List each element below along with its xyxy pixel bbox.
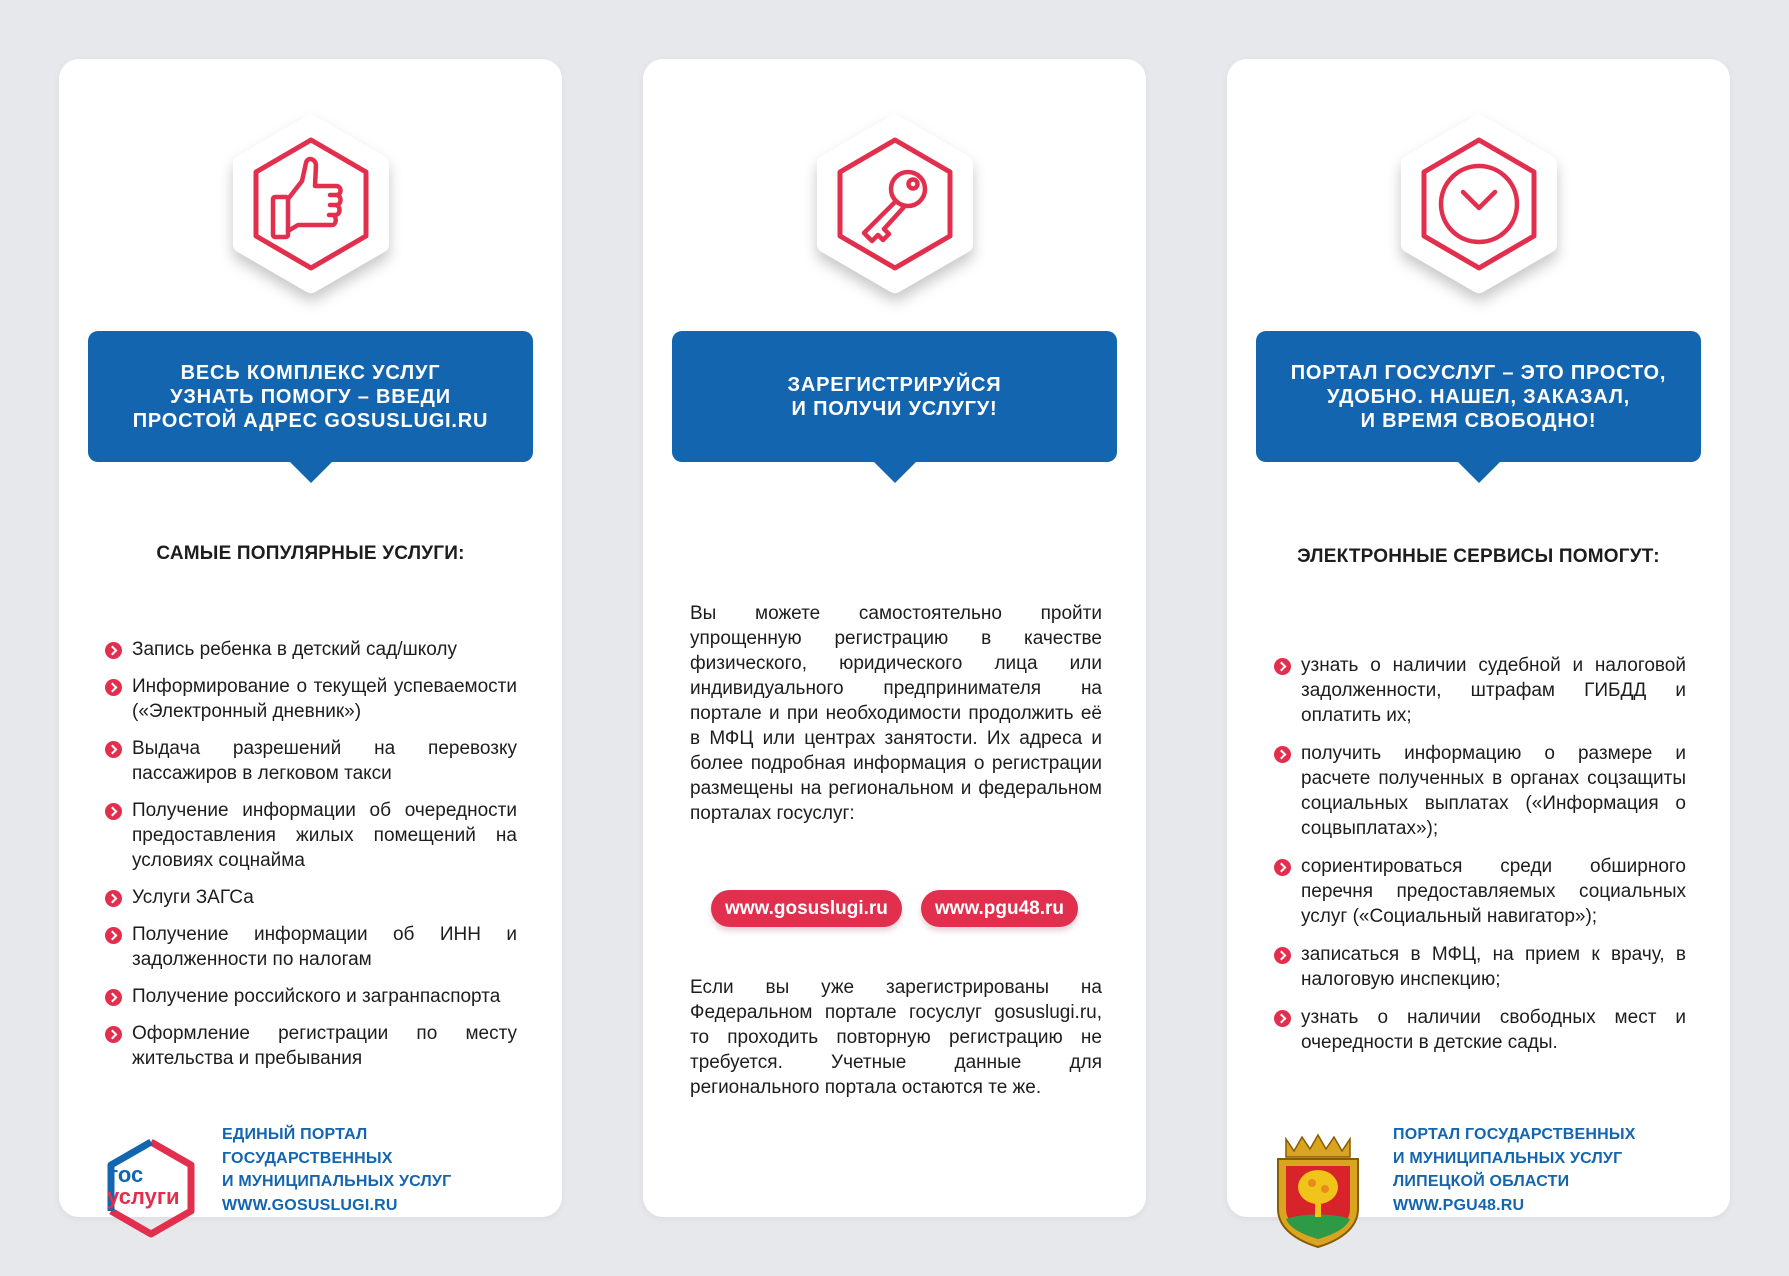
footer-line: И МУНИЦИПАЛЬНЫХ УСЛУГ xyxy=(1393,1149,1623,1167)
section-title: САМЫЕ ПОПУЛЯРНЫЕ УСЛУГИ: xyxy=(156,543,465,564)
already-registered-paragraph: Если вы уже зарегистрированы на Федеральном портале госуслуг gosuslugi.ru, то проходить повторную регистрацию не требуется. Учетные данные для регионального портала остаются те же. xyxy=(690,977,1102,1098)
banner-line: ПОРТАЛ ГОСУСЛУГ – ЭТО ПРОСТО, xyxy=(1290,361,1667,384)
list-item xyxy=(1274,741,1686,841)
list-item-text: получить информацию о размере и расчете полученных в органах соцзащиты социальных выплатах («Информация о соцвыплатах»); xyxy=(1301,743,1686,839)
key-icon xyxy=(810,119,980,289)
list-item xyxy=(1274,854,1686,929)
list-item xyxy=(105,885,517,910)
panel-registration xyxy=(643,59,1146,1217)
list-item-text: Получение российского и загранпаспорта xyxy=(132,986,501,1007)
services-list xyxy=(105,637,517,1083)
banner-line: ПРОСТОЙ АДРЕС GOSUSLUGI.RU xyxy=(132,409,489,432)
footer-url: WWW.GOSUSLUGI.RU xyxy=(222,1196,398,1214)
gosuslugi-link[interactable]: www.gosuslugi.ru xyxy=(711,890,902,927)
footer-line: ГОСУДАРСТВЕННЫХ xyxy=(222,1149,393,1167)
logo-text-gos: гос xyxy=(109,1162,144,1187)
banner-line: УЗНАТЬ ПОМОГУ – ВВЕДИ xyxy=(170,385,451,408)
list-item-text: записаться в МФЦ, на прием к врачу, в налоговую инспекцию; xyxy=(1301,944,1686,990)
footer-line: И МУНИЦИПАЛЬНЫХ УСЛУГ xyxy=(222,1173,452,1190)
list-item-text: сориентироваться среди обширного перечня предоставляемых социальных услуг («Социальный навигатор»); xyxy=(1301,856,1686,927)
banner-line: И ПОЛУЧИ УСЛУГУ! xyxy=(791,397,998,420)
thumbs-up-badge xyxy=(59,119,562,289)
banner-line: УДОБНО. НАШЕЛ, ЗАКАЗАЛ, xyxy=(1326,385,1631,408)
list-item-text: узнать о наличии судебной и налоговой задолженности, штрафам ГИБДД и оплатить их; xyxy=(1301,655,1686,726)
chevron-right-bullet-icon xyxy=(1274,859,1291,876)
banner-line: ВЕСЬ КОМПЛЕКС УСЛУГ xyxy=(180,361,441,384)
chevron-right-bullet-icon xyxy=(105,890,122,907)
clock-icon xyxy=(1394,119,1564,289)
footer-line: ПОРТАЛ ГОСУДАРСТВЕННЫХ xyxy=(1393,1126,1636,1143)
footer-line: ЛИПЕЦКОЙ ОБЛАСТИ xyxy=(1393,1173,1570,1190)
list-item xyxy=(105,674,517,724)
portal-links xyxy=(643,890,1146,927)
chevron-right-bullet-icon xyxy=(105,741,122,758)
list-item xyxy=(105,922,517,972)
gosuslugi-logo xyxy=(103,1138,199,1238)
chevron-right-bullet-icon xyxy=(105,989,122,1006)
panel-electronic-services xyxy=(1227,59,1730,1217)
chevron-right-bullet-icon xyxy=(105,679,122,696)
section-title: ЭЛЕКТРОННЫЕ СЕРВИСЫ ПОМОГУТ: xyxy=(1297,546,1660,567)
footer-url: WWW.PGU48.RU xyxy=(1393,1196,1525,1214)
banner-message xyxy=(1256,331,1701,462)
chevron-right-bullet-icon xyxy=(1274,947,1291,964)
list-item xyxy=(105,736,517,786)
list-item xyxy=(1274,1005,1686,1055)
banner-message xyxy=(672,331,1117,462)
panel-popular-services xyxy=(59,59,562,1217)
list-item xyxy=(1274,653,1686,728)
list-item-text: Информирование о текущей успеваемости («Электронный дневник») xyxy=(132,676,517,722)
key-badge xyxy=(643,119,1146,289)
thumbs-up-icon xyxy=(226,119,396,289)
chevron-right-bullet-icon xyxy=(1274,1010,1291,1027)
footer-gosuslugi xyxy=(59,1088,562,1214)
list-item xyxy=(1274,942,1686,992)
footer-line: ЕДИНЫЙ ПОРТАЛ xyxy=(222,1126,368,1143)
logo-text-uslugi: услуги xyxy=(107,1184,180,1209)
pgu48-link[interactable]: www.pgu48.ru xyxy=(921,890,1078,927)
electronic-services-list xyxy=(1274,653,1686,1068)
chevron-right-bullet-icon xyxy=(1274,658,1291,675)
list-item-text: узнать о наличии свободных мест и очередности в детские сады. xyxy=(1301,1007,1686,1053)
registration-info-paragraph: Вы можете самостоятельно пройти упрощенную регистрацию в качестве физического, юридического лица или индивидуального предпринимателя на портале и при необходимости продолжить её в МФЦ или центрах занятости. Их адреса и более подробная информация о регистрации размещены на региональном и федеральном порталах госуслуг: xyxy=(690,603,1102,824)
chevron-right-bullet-icon xyxy=(1274,746,1291,763)
banner-line: ЗАРЕГИСТРИРУЙСЯ xyxy=(787,373,1002,396)
list-item-text: Оформление регистрации по месту жительства и пребывания xyxy=(132,1023,517,1069)
clock-badge xyxy=(1227,119,1730,289)
chevron-right-bullet-icon xyxy=(105,803,122,820)
chevron-right-bullet-icon xyxy=(105,927,122,944)
list-item-text: Услуги ЗАГСа xyxy=(132,887,254,908)
list-item-text: Получение информации об ИНН и задолженности по налогам xyxy=(132,924,517,970)
list-item-text: Получение информации об очередности предоставления жилых помещений на условиях соцнайма xyxy=(132,800,517,871)
banner-message xyxy=(88,331,533,462)
banner-line: И ВРЕМЯ СВОБОДНО! xyxy=(1360,409,1597,432)
chevron-right-bullet-icon xyxy=(105,1026,122,1043)
list-item xyxy=(105,984,517,1009)
chevron-right-bullet-icon xyxy=(105,642,122,659)
lipetsk-coat-of-arms-emblem xyxy=(1272,1133,1364,1249)
footer-caption xyxy=(1393,1123,1636,1217)
list-item xyxy=(105,798,517,873)
list-item xyxy=(105,1021,517,1071)
list-item-text: Запись ребенка в детский сад/школу xyxy=(132,639,457,660)
footer-caption xyxy=(222,1123,451,1217)
list-item-text: Выдача разрешений на перевозку пассажиров в легковом такси xyxy=(132,738,517,784)
footer-pgu48 xyxy=(1227,1088,1730,1214)
list-item xyxy=(105,637,517,662)
